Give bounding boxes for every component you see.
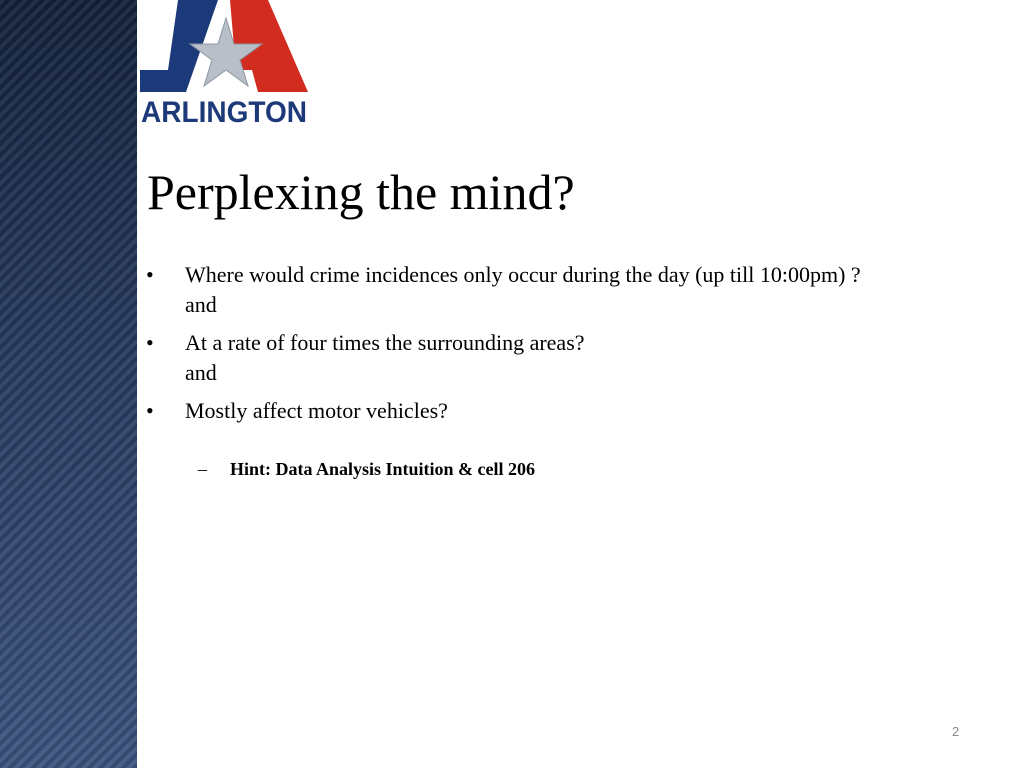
bullet-icon: • — [146, 262, 154, 287]
bullet-continuation: and — [185, 292, 217, 317]
dash-icon: – — [198, 459, 207, 479]
slide-title: Perplexing the mind? — [147, 164, 575, 220]
bullet-item — [146, 260, 1006, 320]
arlington-logo — [140, 0, 310, 128]
bullet-icon: • — [146, 330, 154, 355]
bullet-item — [146, 328, 1006, 388]
sidebar-decoration — [0, 0, 137, 768]
bullet-text: Mostly affect motor vehicles? — [185, 398, 448, 423]
hint-item — [146, 454, 1006, 484]
svg-text:ARLINGTON: ARLINGTON — [141, 96, 307, 128]
bullet-item — [146, 396, 1006, 426]
hint-text: Hint: Data Analysis Intuition & cell 206 — [230, 459, 536, 479]
bullet-list — [146, 260, 1006, 484]
bullet-continuation: and — [185, 360, 217, 385]
bullet-text: Where would crime incidences only occur during the day (up till 10:00pm) ? — [185, 262, 861, 287]
bullet-icon: • — [146, 398, 154, 423]
bullet-text: At a rate of four times the surrounding areas? — [185, 330, 585, 355]
page-number: 2 — [952, 724, 960, 739]
